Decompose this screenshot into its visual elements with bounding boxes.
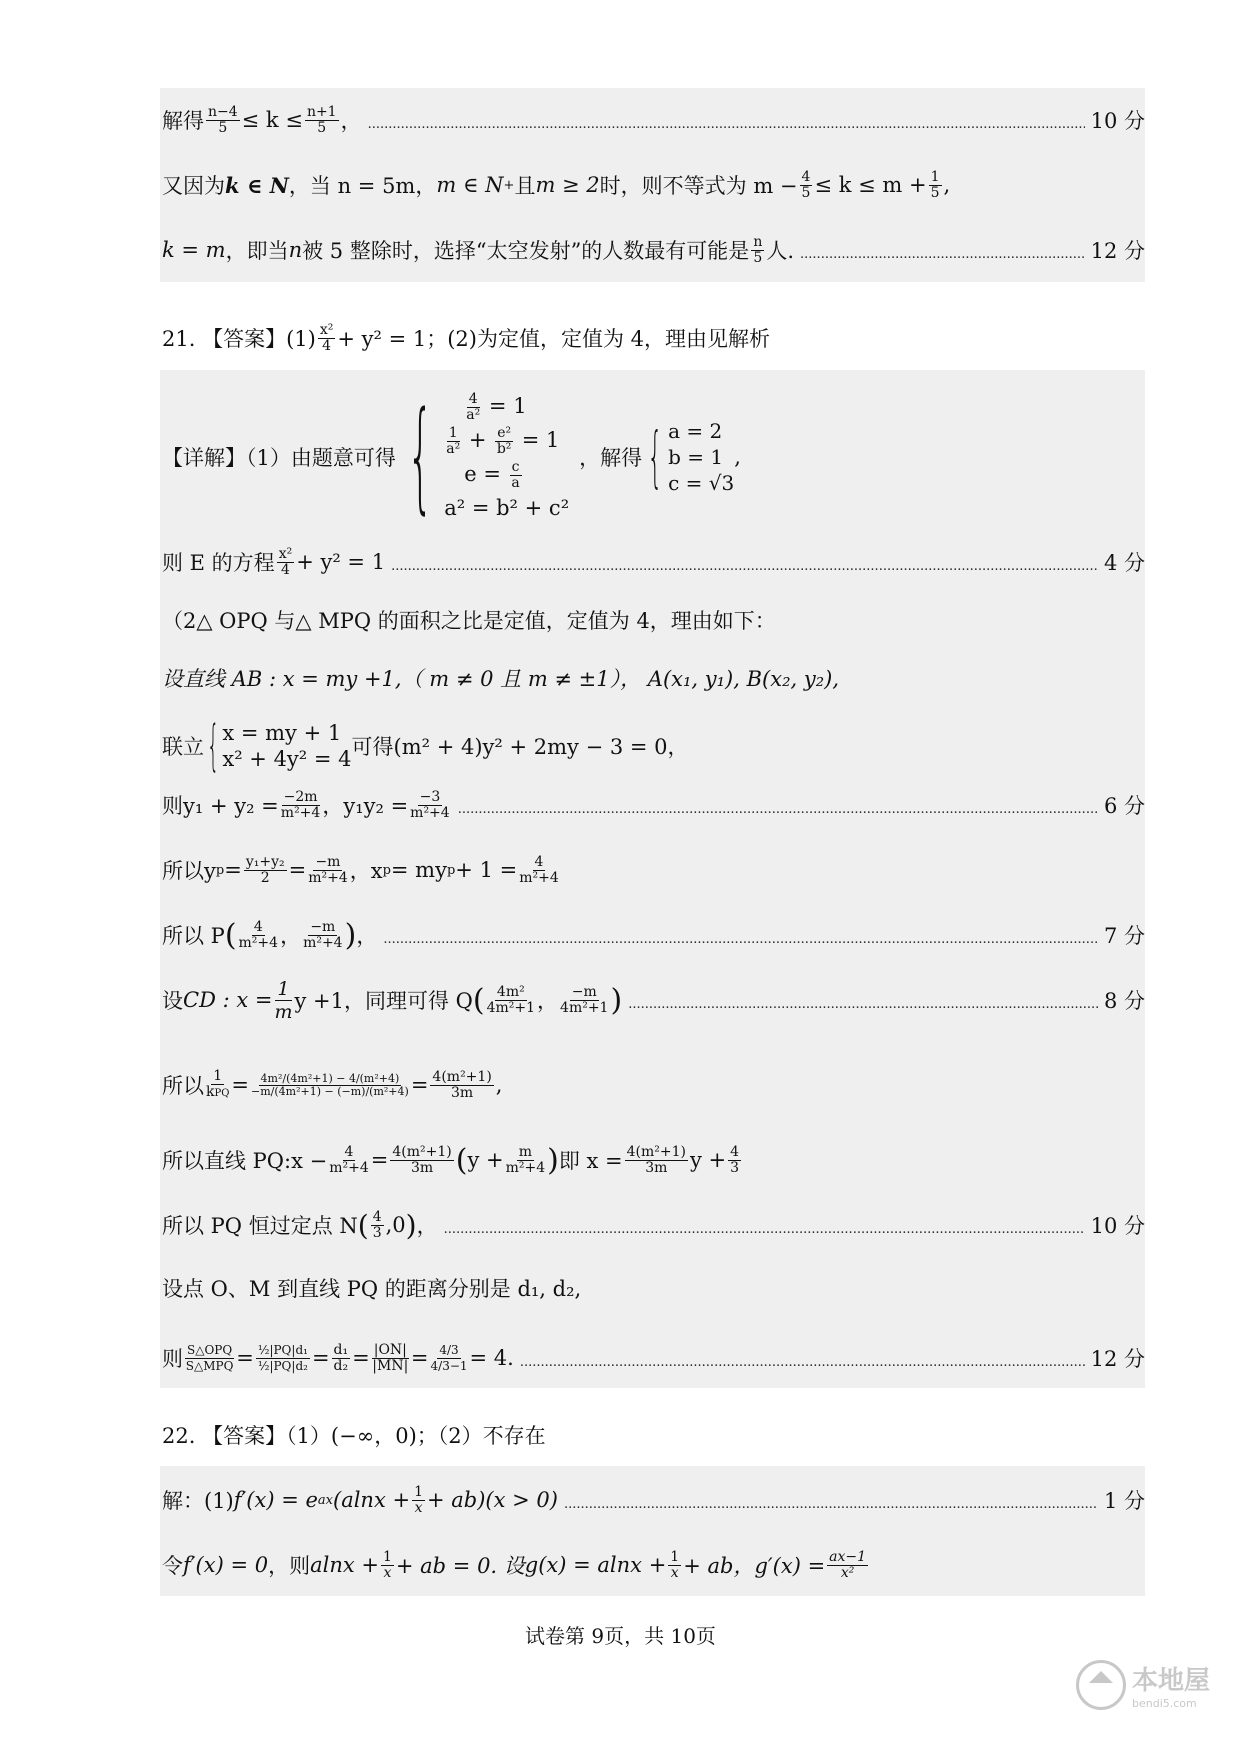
q21-system-line: 【详解】（1）由题意可得 { $\frac{4}{\text{a²}}$ = 1 $\frac{1}{\text{a²}}$ + $\frac{\text{e²}}{\text{b²}}$ = 1 e = $\frac{c}{a}$ a² = b² + c² ，解得 { a = 2 b = 1 c = √3 , bbox=[162, 387, 741, 526]
score: 7 分 bbox=[1103, 924, 1145, 948]
watermark-logo: 本地屋 bendi5.com bbox=[1076, 1650, 1226, 1720]
q21-line-CD: 设 CD : x = $\frac{1}{m}$ y +1，同理可得 Q ( $\frac{\text{4m²}}{\text{4m²+1}}$ ， $\frac{-m}{\text{4m²+1}}$ ) ..... 8 分 bbox=[162, 980, 1145, 1020]
s20-line-3: k = m ，即当 n 被 5 整除时，选择“太空发射”的人数最有可能是 $\frac{n}{5}$ 人. ..... 12 分 bbox=[162, 230, 1145, 270]
q21-slope: 所以 $\frac{1}{\text{kPQ}}$ = $\frac{\text{4m²/(4m²+1) − 4/(m²+4)}}{\text{−m/(4m²+1) − (−m)/(m²+4)}}$ = $\frac{\text{4(m²+1)}}{3m}$ , bbox=[162, 1068, 503, 1101]
page-footer: 试卷第 9页，共 10页 bbox=[525, 1624, 716, 1648]
q21-line-AB: 设直线 AB : x = my +1,（ m ≠ 0 且 m ≠ ±1）， A(x₁, y₁), B(x₂, y₂), bbox=[162, 667, 839, 691]
q21-part2-intro: （2△ OPQ 与△ MPQ 的面积之比是定值，定值为 4，理由如下： bbox=[162, 609, 776, 633]
q21-join: 联立 { x = my + 1 x² + 4y² = 4 可得(m² + 4)y² + 2my − 3 = 0， bbox=[162, 714, 689, 777]
score: 8 分 bbox=[1103, 989, 1145, 1013]
house-icon bbox=[1076, 1660, 1126, 1710]
score: 12 分 bbox=[1090, 239, 1145, 263]
q21-midpoint: 所以y p = $\frac{\text{y₁+y₂}}{2}$ = $\frac{-m}{\text{m²+4}}$ ，x p = my p + 1 = $\frac{4}{\text{m²+4}}$ bbox=[162, 853, 559, 886]
q21-distances: 设点 O、M 到直线 PQ 的距离分别是 d₁, d₂, bbox=[162, 1277, 582, 1301]
q21-point-P: 所以 P ( $\frac{4}{\text{m²+4}}$ ， $\frac{-m}{\text{m²+4}}$ ) ， ..... 7 分 bbox=[162, 915, 1145, 955]
s20-line-1: 解得 $\frac{n-4}{5}$ ≤ k ≤ $\frac{n+1}{5}$ ， ..... 10 分 bbox=[162, 100, 1145, 140]
q22-step-2: 令 f′(x) = 0 ，则 alnx + $\frac{1}{x}$ + ab = 0. 设 g(x) = alnx + $\frac{1}{x}$ + ab，g′(x) = $\frac{ax-1}{\text{x²}}$ bbox=[162, 1548, 867, 1581]
q21-fixed-point: 所以 PQ 恒过定点 N ( $\frac{4}{3}$ ,0 ) ， ..... 10 分 bbox=[162, 1205, 1145, 1245]
score: 4 分 bbox=[1103, 551, 1145, 575]
q21-ratio: 则 $\frac{\text{S△OPQ}}{\text{S△MPQ}}$ = $\frac{\text{½|PQ|d₁}}{\text{½|PQ|d₂}}$ = $\frac{\text{d₁}}{\text{d₂}}$ = $\frac{|ON|}{|MN|}$ = $\frac{4/3}{4/3-1}$ = 4. ..... 12 分 bbox=[162, 1330, 1145, 1386]
equation-system-2: a = 2 b = 1 c = √3 bbox=[668, 419, 735, 495]
s20-line-2: 又因为 k ∈ N ，当 n = 5m， m ∈ N + 且 m ≥ 2 时，则不等式为 m − $\frac{4}{5}$ ≤ k ≤ m + $\frac{1}{5}$ , bbox=[162, 168, 951, 201]
q22-step-1: 解：(1) f′(x) = e ax (alnx + $\frac{1}{x}$ + ab)(x > 0) ..... 1 分 bbox=[162, 1480, 1145, 1520]
q21-vieta: 则y₁ + y₂ = $\frac{-2m}{\text{m²+4}}$ ，y₁y₂ = $\frac{-3}{\text{m²+4}}$ ..... 6 分 bbox=[162, 785, 1145, 825]
q21-answer: 21. 【答案】(1) $\frac{\text{x²}}{4}$ + y² = 1；(2)为定值，定值为 4，理由见解析 bbox=[162, 321, 770, 354]
q21-line-PQ: 所以直线 PQ:x − $\frac{4}{\text{m²+4}}$ = $\frac{\text{4(m²+1)}}{3m}$ ( y + $\frac{m}{\text{m²+4}}$ ) 即 x = $\frac{\text{4(m²+1)}}{3m}$ y + $\frac{4}{3}$ bbox=[162, 1142, 740, 1178]
score: 10 分 bbox=[1090, 109, 1145, 133]
score: 10 分 bbox=[1090, 1214, 1145, 1238]
equation-system-1: $\frac{4}{\text{a²}}$ = 1 $\frac{1}{\text{a²}}$ + $\frac{\text{e²}}{\text{b²}}$ = 1 e = $\frac{c}{a}$ a² = b² + c² bbox=[444, 391, 570, 520]
q22-answer: 22. 【答案】（1）(−∞，0)；（2）不存在 bbox=[162, 1424, 546, 1448]
q21-equation-E: 则 E 的方程 $\frac{\text{x²}}{4}$ + y² = 1 ..... 4 分 bbox=[162, 542, 1145, 582]
score: 1 分 bbox=[1103, 1489, 1145, 1513]
score: 6 分 bbox=[1103, 794, 1145, 818]
score: 12 分 bbox=[1090, 1347, 1145, 1371]
